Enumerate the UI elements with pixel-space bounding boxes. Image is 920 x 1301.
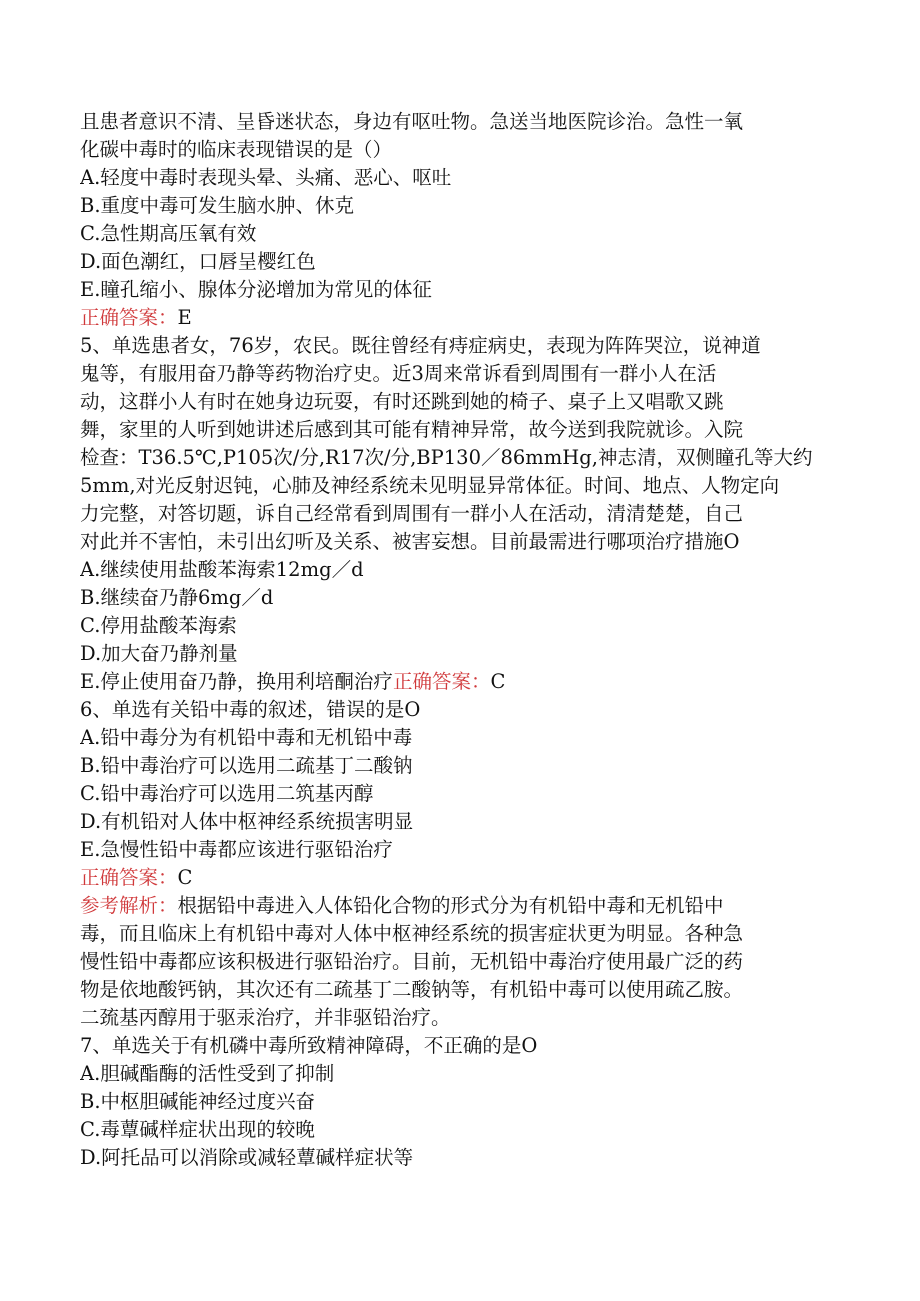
line-text: 力完整，对答切题，诉自己经常看到周围有一群小人在活动，清清楚楚，自己 [80,502,744,525]
text-line [80,444,842,472]
text-line [80,948,842,976]
option-line [80,192,842,220]
option-text: A.轻度中毒时表现头晕、头痛、恶心、呕吐 [80,166,452,189]
line-text: 动，这群小人有时在她身边玩耍，有时还跳到她的椅子、桌子上又唱歌又跳 [80,390,724,413]
option-text: E.急慢性铅中毒都应该进行驱铅治疗 [80,838,393,861]
line-text: 检查：T36.5℃,P105次/分,R17次/分,BP130／86mmHg,神志清，双侧瞳孔等大约 [80,446,813,469]
answer-value: E [177,306,192,329]
text-line [80,528,842,556]
option-text: C.铅中毒治疗可以选用二筑基丙醇 [80,782,374,805]
answer-label: 正确答案： [80,866,178,889]
text-line [80,108,842,136]
document-page [80,108,842,1172]
option-line [80,1116,842,1144]
option-text: D.有机铅对人体中枢神经系统损害明显 [80,810,414,833]
question-text: 5、单选患者女，76岁，农民。既往曾经有痔症病史，表现为阵阵哭泣，说神道 [80,334,761,357]
option-line [80,164,842,192]
line-text: 二巯基丙醇用于驱汞治疗，并非驱铅治疗。 [80,1006,451,1029]
option-text: D.阿托品可以消除或减轻蕈碱样症状等 [80,1146,414,1169]
option-line [80,1060,842,1088]
text-line [80,1004,842,1032]
option-text: C.急性期高压氧有效 [80,222,257,245]
option-text: B.铅中毒治疗可以选用二疏基丁二酸钠 [80,754,413,777]
option-text: B.重度中毒可发生脑水肿、休克 [80,194,355,217]
option-text: B.中枢胆碱能神经过度兴奋 [80,1090,316,1113]
option-text: D.面色潮红，口唇呈樱红色 [80,250,316,273]
option-text: E.瞳孔缩小、腺体分泌增加为常见的体征 [80,278,432,301]
question-line [80,332,842,360]
line-text: 毒，而且临床上有机铅中毒对人体中枢神经系统的损害症状更为明显。各种急 [80,922,744,945]
option-text: C.停用盐酸苯海索 [80,614,237,637]
answer-label: 正确答案： [80,306,178,329]
option-line [80,640,842,668]
option-text: A.胆碱酯酶的活性受到了抑制 [80,1062,335,1085]
option-text: B.继续奋乃静6mg／d [80,586,274,609]
question-text: 6、单选有关铅中毒的叙述，错误的是O [80,698,421,721]
text-line [80,472,842,500]
option-line [80,1144,842,1172]
text-line [80,500,842,528]
option-line [80,780,842,808]
question-line [80,1032,842,1060]
question-text: 7、单选关于有机磷中毒所致精神障碍，不正确的是O [80,1034,538,1057]
option-text: C.毒蕈碱样症状出现的较晚 [80,1118,315,1141]
line-text: 舞，家里的人听到她讲述后感到其可能有精神异常，故今送到我院就诊。入院 [80,418,744,441]
text-line [80,388,842,416]
option-line [80,1088,842,1116]
explanation-line [80,892,842,920]
line-text: 且患者意识不清、呈昏迷状态，身边有呕吐物。急送当地医院诊治。急性一氧 [80,110,744,133]
text-line [80,136,842,164]
option-line [80,668,842,696]
line-text: 化碳中毒时的临床表现错误的是（） [80,138,393,161]
explanation-label: 参考解析： [80,894,178,917]
option-line [80,276,842,304]
explanation-text: 根据铅中毒进入人体铅化合物的形式分为有机铅中毒和无机铅中 [177,894,724,917]
text-line [80,360,842,388]
line-text: 对此并不害怕，未引出幻听及关系、被害妄想。目前最需进行哪项治疗措施O [80,530,740,553]
text-line [80,920,842,948]
option-line [80,752,842,780]
question-line [80,696,842,724]
answer-line [80,864,842,892]
answer-value: C [490,670,506,693]
line-text: 物是依地酸钙钠，其次还有二疏基丁二酸钠等，有机铅中毒可以使用疏乙胺。 [80,978,744,1001]
line-text: 慢性铅中毒都应该积极进行驱铅治疗。目前，无机铅中毒治疗使用最广泛的药 [80,950,744,973]
answer-line [80,304,842,332]
answer-value: C [177,866,193,889]
text-line [80,976,842,1004]
option-line [80,584,842,612]
option-text: A.铅中毒分为有机铅中毒和无机铅中毒 [80,726,413,749]
option-text: A.继续使用盐酸苯海索12mg／d [80,558,364,581]
option-line [80,612,842,640]
option-line [80,724,842,752]
text-line [80,416,842,444]
option-line [80,248,842,276]
answer-label: 正确答案： [392,670,491,693]
option-line [80,808,842,836]
option-text: D.加大奋乃静剂量 [80,642,238,665]
line-text: 鬼等，有服用奋乃静等药物治疗史。近3周来常诉看到周围有一群小人在活 [80,362,717,385]
line-text: 5mm,对光反射迟钝，心肺及神经系统未见明显异常体征。时间、地点、人物定向 [80,474,780,497]
option-line [80,556,842,584]
option-line [80,220,842,248]
option-text: E.停止使用奋乃静，换用利培酮治疗 [80,670,393,693]
option-line [80,836,842,864]
